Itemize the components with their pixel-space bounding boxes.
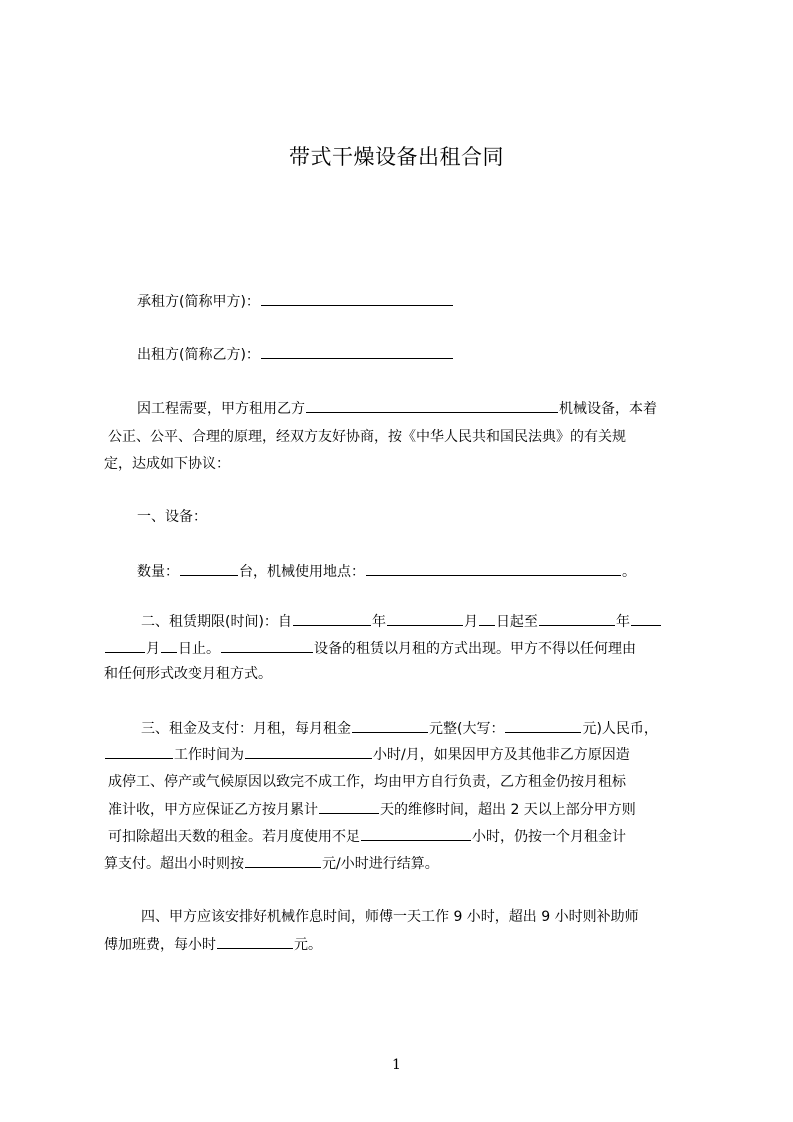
- section2-line-1: [141, 611, 737, 632]
- work-hours-label: 工作时间为: [174, 747, 244, 763]
- location-blank[interactable]: [366, 561, 621, 576]
- quantity-label: 数量：: [137, 564, 179, 580]
- intro-line-3: 定，达成如下协议：: [104, 456, 230, 472]
- work-subject-blank[interactable]: [105, 744, 173, 759]
- intro-text-b: 机械设备，本着: [559, 401, 657, 417]
- lessee-line: [137, 291, 700, 312]
- section4-line-1: 四、甲方应该安排好机械作息时间，师傅一天工作 9 小时，超出 9 小时则补助师: [141, 909, 639, 925]
- year-label-2: 年: [615, 614, 630, 630]
- end-day-blank[interactable]: [161, 638, 177, 653]
- section2-line-2: [104, 638, 700, 659]
- intro-line-1: [137, 398, 733, 419]
- period-mark: 。: [622, 564, 636, 580]
- overtime-pay-label: 傅加班费，每小时: [104, 937, 216, 953]
- section4-line-2: [104, 934, 700, 955]
- rent-capital-label: 元整(大写：: [429, 721, 505, 737]
- page-number: 1: [392, 1057, 401, 1073]
- intro-text-a: 因工程需要，甲方租用乙方: [137, 401, 305, 417]
- month-label: 月: [463, 614, 478, 630]
- lessee-blank[interactable]: [261, 291, 453, 306]
- section3-line-2: [104, 744, 700, 765]
- deduction-label: 可扣除超出天数的租金。若月度使用不足: [108, 829, 360, 845]
- section3-text-2: 小时/月，如果因甲方及其他非乙方原因造: [373, 747, 630, 763]
- overtime-label: 算支付。超出小时则按: [104, 856, 244, 872]
- section1-quantity-line: [137, 561, 700, 582]
- start-day-blank[interactable]: [479, 611, 495, 626]
- intro-line-2: 公正、公平、合理的原理，经双方友好协商，按《中华人民共和国民法典》的有关规: [108, 429, 626, 445]
- end-month-blank-b[interactable]: [105, 638, 145, 653]
- section3-line-6: [104, 853, 700, 874]
- equipment-blank[interactable]: [306, 398, 558, 413]
- rent-label: 三、租金及支付：月租，每月租金: [141, 721, 351, 737]
- section2-rest: 设备的租赁以月租的方式出现。甲方不得以任何理由: [314, 641, 636, 657]
- monthly-rent-blank[interactable]: [352, 718, 428, 733]
- section3-line-1: [141, 718, 737, 739]
- quantity-blank[interactable]: [180, 561, 238, 576]
- lessee-label: 承租方(简称甲方)：: [137, 294, 260, 310]
- maintenance-days-blank[interactable]: [319, 799, 379, 814]
- min-hours-blank[interactable]: [361, 826, 471, 841]
- section1-heading: 一、设备：: [137, 509, 207, 525]
- document-title: 带式干燥设备出租合同: [289, 145, 504, 169]
- section2-line-3: 和任何形式改变月租方式。: [104, 666, 272, 682]
- end-year-blank[interactable]: [539, 611, 615, 626]
- month-label-2: 月: [146, 641, 160, 657]
- deduction-text: 小时，仍按一个月租金计: [472, 829, 626, 845]
- rent-capital-blank[interactable]: [505, 718, 581, 733]
- day-end-label: 日止。: [178, 641, 220, 657]
- section3-line-5: [108, 826, 704, 847]
- maintenance-text: 天的维修时间，超出 2 天以上部分甲方则: [380, 802, 636, 818]
- start-month-blank[interactable]: [387, 611, 463, 626]
- rmb-label: 元)人民币，: [582, 721, 658, 737]
- end-month-blank-a[interactable]: [631, 611, 661, 626]
- section3-line-4: [108, 799, 704, 820]
- yuan-label: 元。: [294, 937, 322, 953]
- equipment-name-blank[interactable]: [221, 638, 313, 653]
- lessor-label: 出租方(简称乙方)：: [137, 347, 260, 363]
- overtime-text: 元/小时进行结算。: [322, 856, 439, 872]
- location-label: 台，机械使用地点：: [239, 564, 365, 580]
- overtime-rate-blank[interactable]: [245, 853, 321, 868]
- lessor-blank[interactable]: [261, 344, 453, 359]
- year-label: 年: [371, 614, 386, 630]
- overtime-pay-blank[interactable]: [217, 934, 293, 949]
- lessor-line: [137, 344, 700, 365]
- work-hours-blank[interactable]: [245, 744, 372, 759]
- section2-text: 二、租赁期限(时间)：自: [141, 614, 292, 630]
- maintenance-label: 准计收，甲方应保证乙方按月累计: [108, 802, 318, 818]
- start-year-blank[interactable]: [293, 611, 371, 626]
- section3-line-3: 成停工、停产或气候原因以致完不成工作，均由甲方自行负责，乙方租金仍按月租标: [108, 774, 626, 790]
- day-from-label: 日起至: [495, 614, 538, 630]
